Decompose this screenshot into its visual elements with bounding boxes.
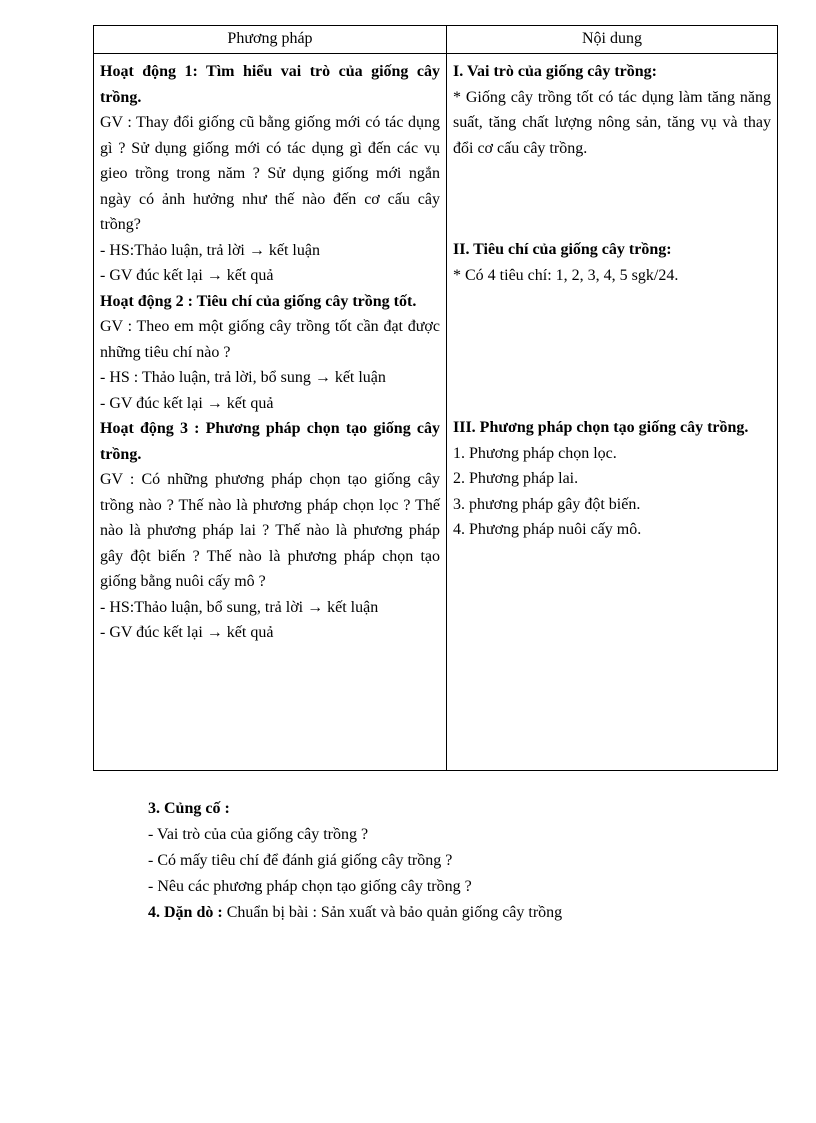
activity-1-hs: - HS:Thảo luận, trả lời → kết luận [100, 241, 320, 259]
dando-label: 4. Dặn dò : [148, 904, 223, 921]
activity-2-question: GV : Theo em một giống cây trồng tốt cần đạt được những tiêu chí nào ? [100, 318, 440, 361]
cungco-item: - Nêu các phương pháp chọn tạo giống cây trồng ? [148, 878, 472, 895]
section-1-line: * Giống cây trồng tốt có tác dụng làm tăng năng suất, tăng chất lượng nông sản, tăng vụ và thay đổi cơ cấu cây trồng. [453, 88, 771, 157]
content-cell [447, 54, 778, 771]
lesson-table [93, 25, 778, 771]
header-content: Nội dung [447, 26, 778, 54]
section-3-title: III. Phương pháp chọn tạo giống cây trồng. [453, 419, 749, 436]
dando-text: Chuẩn bị bài : Sản xuất và bảo quản giống cây trồng [222, 904, 563, 921]
cungco-item: - Vai trò của của giống cây trồng ? [148, 826, 369, 843]
section-3-item: 2. Phương pháp lai. [453, 470, 579, 487]
activity-2-gv: - GV đúc kết lại → kết quả [100, 394, 274, 412]
section-2-title: II. Tiêu chí của giống cây trồng: [453, 241, 672, 258]
cungco-item: - Có mấy tiêu chí để đánh giá giống cây trồng ? [148, 852, 453, 869]
section-3-item: 4. Phương pháp nuôi cấy mô. [453, 521, 642, 538]
cungco-title: 3. Củng cố : [148, 800, 230, 817]
lesson-footer [148, 796, 562, 926]
table-header-row [94, 26, 778, 54]
activity-1-question: GV : Thay đổi giống cũ bằng giống mới có tác dụng gì ? Sử dụng giống mới có tác dụng gì đến các vụ gieo trồng trong năm ? Sử dụng giống mới ngắn ngày có ảnh hưởng như thế nào đến cơ cấu cây trồng? [100, 114, 440, 233]
method-cell [94, 54, 447, 771]
activity-3-question: GV : Có những phương pháp chọn tạo giống cây trồng nào ? Thế nào là phương pháp chọn lọc ? Thế nào là phương pháp lai ? Thế nào là phương pháp gây đột biến ? Thế nào là phương pháp chọn tạo giống bằng nuôi cấy mô ? [100, 471, 440, 590]
activity-3-title: Hoạt động 3 : Phương pháp chọn tạo giống cây trồng. [100, 420, 440, 463]
activity-2-hs: - HS : Thảo luận, trả lời, bổ sung → kết luận [100, 369, 386, 386]
activity-3-hs: - HS:Thảo luận, bổ sung, trả lời → kết luận [100, 598, 379, 616]
activity-3-gv: - GV đúc kết lại → kết quả [100, 624, 274, 641]
activity-1-title: Hoạt động 1: Tìm hiểu vai trò của giống cây trồng. [100, 63, 440, 106]
section-1-title: I. Vai trò của giống cây trồng: [453, 63, 657, 80]
activity-1-gv: - GV đúc kết lại → kết quả [100, 267, 274, 284]
table-body-row [94, 54, 778, 771]
section-2-line: * Có 4 tiêu chí: 1, 2, 3, 4, 5 sgk/24. [453, 266, 679, 284]
activity-2-title: Hoạt động 2 : Tiêu chí của giống cây trồng tốt. [100, 292, 417, 310]
section-3-item: 3. phương pháp gây đột biến. [453, 495, 641, 513]
section-3-item: 1. Phương pháp chọn lọc. [453, 444, 617, 462]
header-method: Phương pháp [94, 26, 447, 54]
dando-line [148, 900, 562, 926]
